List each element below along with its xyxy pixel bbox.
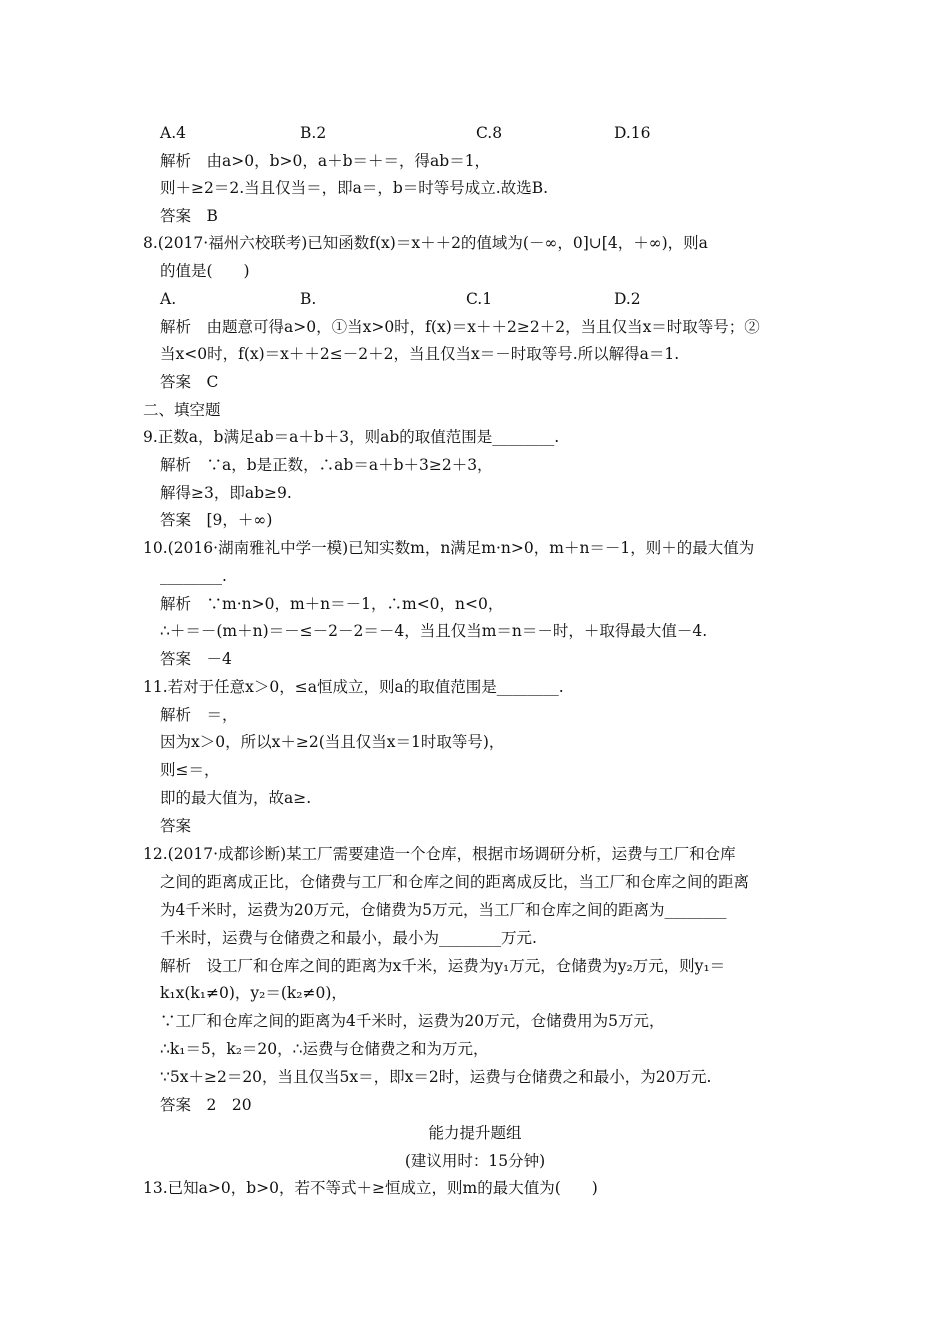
q12-answer: 答案 2 20 bbox=[160, 1096, 252, 1114]
q11-answer: 答案 bbox=[160, 817, 192, 835]
q8-analysis: 解析 由题意可得a>0，①当x>0时，f(x)＝x＋＋2≥2＋2，当且仅当x＝时取等号；② bbox=[160, 318, 760, 336]
q8-option-d: D.2 bbox=[614, 290, 641, 308]
q8-option-a: A. bbox=[160, 290, 177, 308]
q12-stem-2: 之间的距离成正比，仓储费与工厂和仓库之间的距离成反比，当工厂和仓库之间的距离 bbox=[160, 873, 750, 891]
q7-analysis: 解析 由a>0，b>0，a＋b＝＋＝，得ab＝1， bbox=[160, 152, 491, 170]
q10-answer: 答案 －4 bbox=[160, 650, 232, 668]
q7-analysis-2: 则＋≥2＝2.当且仅当＝，即a＝，b＝时等号成立.故选B. bbox=[160, 179, 549, 197]
q7-option-c: C.8 bbox=[476, 124, 503, 142]
q8-answer: 答案 C bbox=[160, 373, 219, 391]
section-heading-advanced: 能力提升题组 bbox=[428, 1124, 522, 1142]
q8-option-c: C.1 bbox=[466, 290, 493, 308]
q7-answer: 答案 B bbox=[160, 207, 218, 225]
q11-analysis-4: 即的最大值为，故a≥. bbox=[160, 789, 312, 807]
q8-option-b: B. bbox=[300, 290, 317, 308]
q11-analysis-3: 则≤＝， bbox=[160, 761, 220, 779]
q11-analysis: 解析 ＝， bbox=[160, 706, 238, 724]
q10-analysis-2: ∴＋＝－(m＋n)＝－≤－2－2＝－4，当且仅当m＝n＝－时，＋取得最大值－4. bbox=[160, 622, 708, 640]
q12-analysis-2: k₁x(k₁≠0)，y₂＝(k₂≠0)， bbox=[160, 984, 347, 1002]
q10-stem: 10.(2016·湖南雅礼中学一模)已知实数m，n满足m·n>0，m＋n＝－1，则＋的最大值为 bbox=[143, 539, 755, 557]
q7-option-a: A.4 bbox=[160, 124, 186, 142]
q9-stem: 9.正数a，b满足ab＝a＋b＋3，则ab的取值范围是________. bbox=[143, 428, 560, 446]
q7-option-d: D.16 bbox=[614, 124, 651, 142]
q12-analysis-4: ∴k₁＝5，k₂＝20，∴运费与仓储费之和为万元， bbox=[160, 1040, 489, 1058]
q8-stem-2: 的值是( ) bbox=[160, 262, 250, 280]
q10-analysis: 解析 ∵m·n>0，m＋n＝－1，∴m<0，n<0， bbox=[160, 595, 504, 613]
q12-stem: 12.(2017·成都诊断)某工厂需要建造一个仓库，根据市场调研分析，运费与工厂和仓库 bbox=[143, 845, 736, 863]
q9-answer: 答案 [9，＋∞) bbox=[160, 511, 273, 529]
q12-analysis-3: ∵工厂和仓库之间的距离为4千米时，运费为20万元，仓储费用为5万元， bbox=[160, 1012, 665, 1030]
section-suggested-time: (建议用时：15分钟) bbox=[404, 1152, 546, 1170]
q10-stem-2: ________. bbox=[160, 567, 227, 585]
q12-stem-3: 为4千米时，运费为20万元，仓储费为5万元，当工厂和仓库之间的距离为________ bbox=[160, 901, 727, 919]
q11-analysis-2: 因为x＞0，所以x＋≥2(当且仅当x＝1时取等号)， bbox=[160, 733, 505, 751]
q12-analysis-5: ∵5x＋≥2＝20，当且仅当5x＝，即x＝2时，运费与仓储费之和最小，为20万元. bbox=[160, 1068, 712, 1086]
q8-stem: 8.(2017·福州六校联考)已知函数f(x)＝x＋＋2的值域为(－∞，0]∪[4，＋∞)，则a bbox=[143, 234, 708, 252]
q9-analysis-2: 解得≥3，即ab≥9. bbox=[160, 484, 292, 502]
q11-stem: 11.若对于任意x＞0，≤a恒成立，则a的取值范围是________. bbox=[143, 678, 564, 696]
q12-analysis: 解析 设工厂和仓库之间的距离为x千米，运费为y₁万元，仓储费为y₂万元，则y₁＝ bbox=[160, 957, 726, 975]
q12-stem-4: 千米时，运费与仓储费之和最小，最小为________万元. bbox=[160, 929, 537, 947]
q7-option-b: B.2 bbox=[300, 124, 327, 142]
q13-stem: 13.已知a>0，b>0，若不等式＋≥恒成立，则m的最大值为( ) bbox=[143, 1179, 598, 1197]
q9-analysis: 解析 ∵a，b是正数，∴ab＝a＋b＋3≥2＋3， bbox=[160, 456, 493, 474]
section-heading-fill-in: 二、填空题 bbox=[143, 401, 221, 419]
q8-analysis-2: 当x<0时，f(x)＝x＋＋2≤－2＋2，当且仅当x＝－时取等号.所以解得a＝1. bbox=[160, 345, 680, 363]
